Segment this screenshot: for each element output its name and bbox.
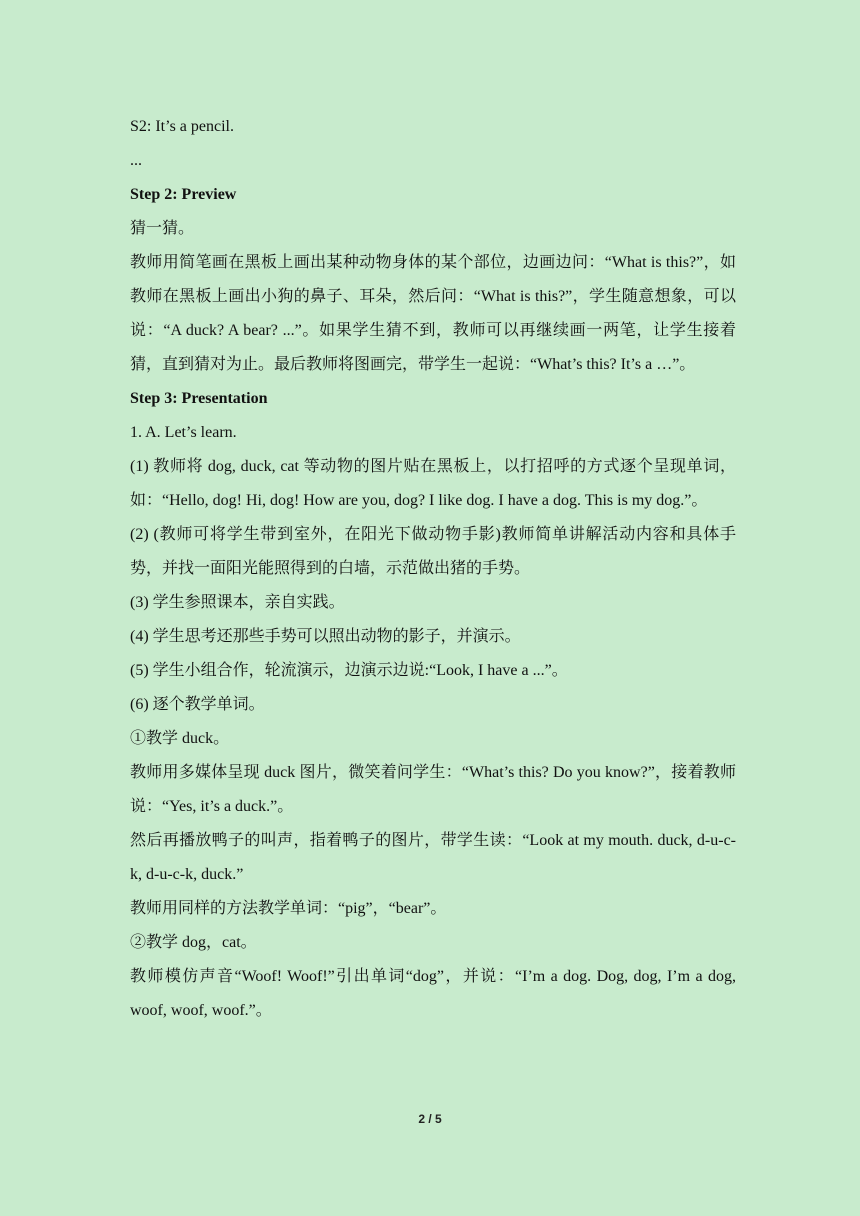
sub-list-item: ①教学 duck。 <box>130 730 230 747</box>
step-heading-presentation: Step 3: Presentation <box>130 390 268 407</box>
sub-list-item: ②教学 dog，cat。 <box>130 934 257 951</box>
paragraph: 然后再播放鸭子的叫声，指着鸭子的图片，带学生读：“Look at my mouth. duck, d-u-c-k, d-u-c-k, duck.” <box>130 832 736 883</box>
list-item: (5) 学生小组合作，轮流演示，边演示边说:“Look, I have a ...”。 <box>130 662 568 679</box>
list-item: (3) 学生参照课本，亲自实践。 <box>130 594 345 611</box>
paragraph: 猜一猜。 <box>130 220 195 237</box>
paragraph: 教师模仿声音“Woof! Woof!”引出单词“dog”，并说：“I’m a dog. Dog, dog, I’m a dog, woof, woof, woof.”。 <box>130 968 736 1019</box>
list-item: (4) 学生思考还那些手势可以照出动物的影子，并演示。 <box>130 628 521 645</box>
paragraph: 教师用简笔画在黑板上画出某种动物身体的某个部位，边画边问：“What is this?”，如教师在黑板上画出小狗的鼻子、耳朵，然后问：“What is this?”，学生随意想象，可以说：“A duck? A bear? ...”。如果学生猜不到，教师可以再继续画一两笔，让学生接着猜，直到猜对为止。最后教师将图画完，带学生一起说：“What’s this? It’s a …”。 <box>130 254 736 373</box>
dialogue-line: S2: It’s a pencil. <box>130 118 234 135</box>
paragraph: 教师用多媒体呈现 duck 图片，微笑着问学生：“What’s this? Do you know?”，接着教师说：“Yes, it’s a duck.”。 <box>130 764 736 815</box>
paragraph: 教师用同样的方法教学单词：“pig”，“bear”。 <box>130 900 447 917</box>
list-item: (1) 教师将 dog, duck, cat 等动物的图片贴在黑板上，以打招呼的方式逐个呈现单词，如：“Hello, dog! Hi, dog! How are you, dog? I like dog. I have a dog. This is my dog.”。 <box>130 458 736 509</box>
document-body <box>130 110 736 1028</box>
list-item: (6) 逐个教学单词。 <box>130 696 265 713</box>
page-number: 2 / 5 <box>418 1112 442 1126</box>
ellipsis-line: ... <box>130 152 142 169</box>
step-heading-preview: Step 2: Preview <box>130 186 237 203</box>
subheading: 1. A. Let’s learn. <box>130 424 237 441</box>
list-item: (2) (教师可将学生带到室外，在阳光下做动物手影)教师简单讲解活动内容和具体手势，并找一面阳光能照得到的白墙，示范做出猪的手势。 <box>130 526 736 577</box>
